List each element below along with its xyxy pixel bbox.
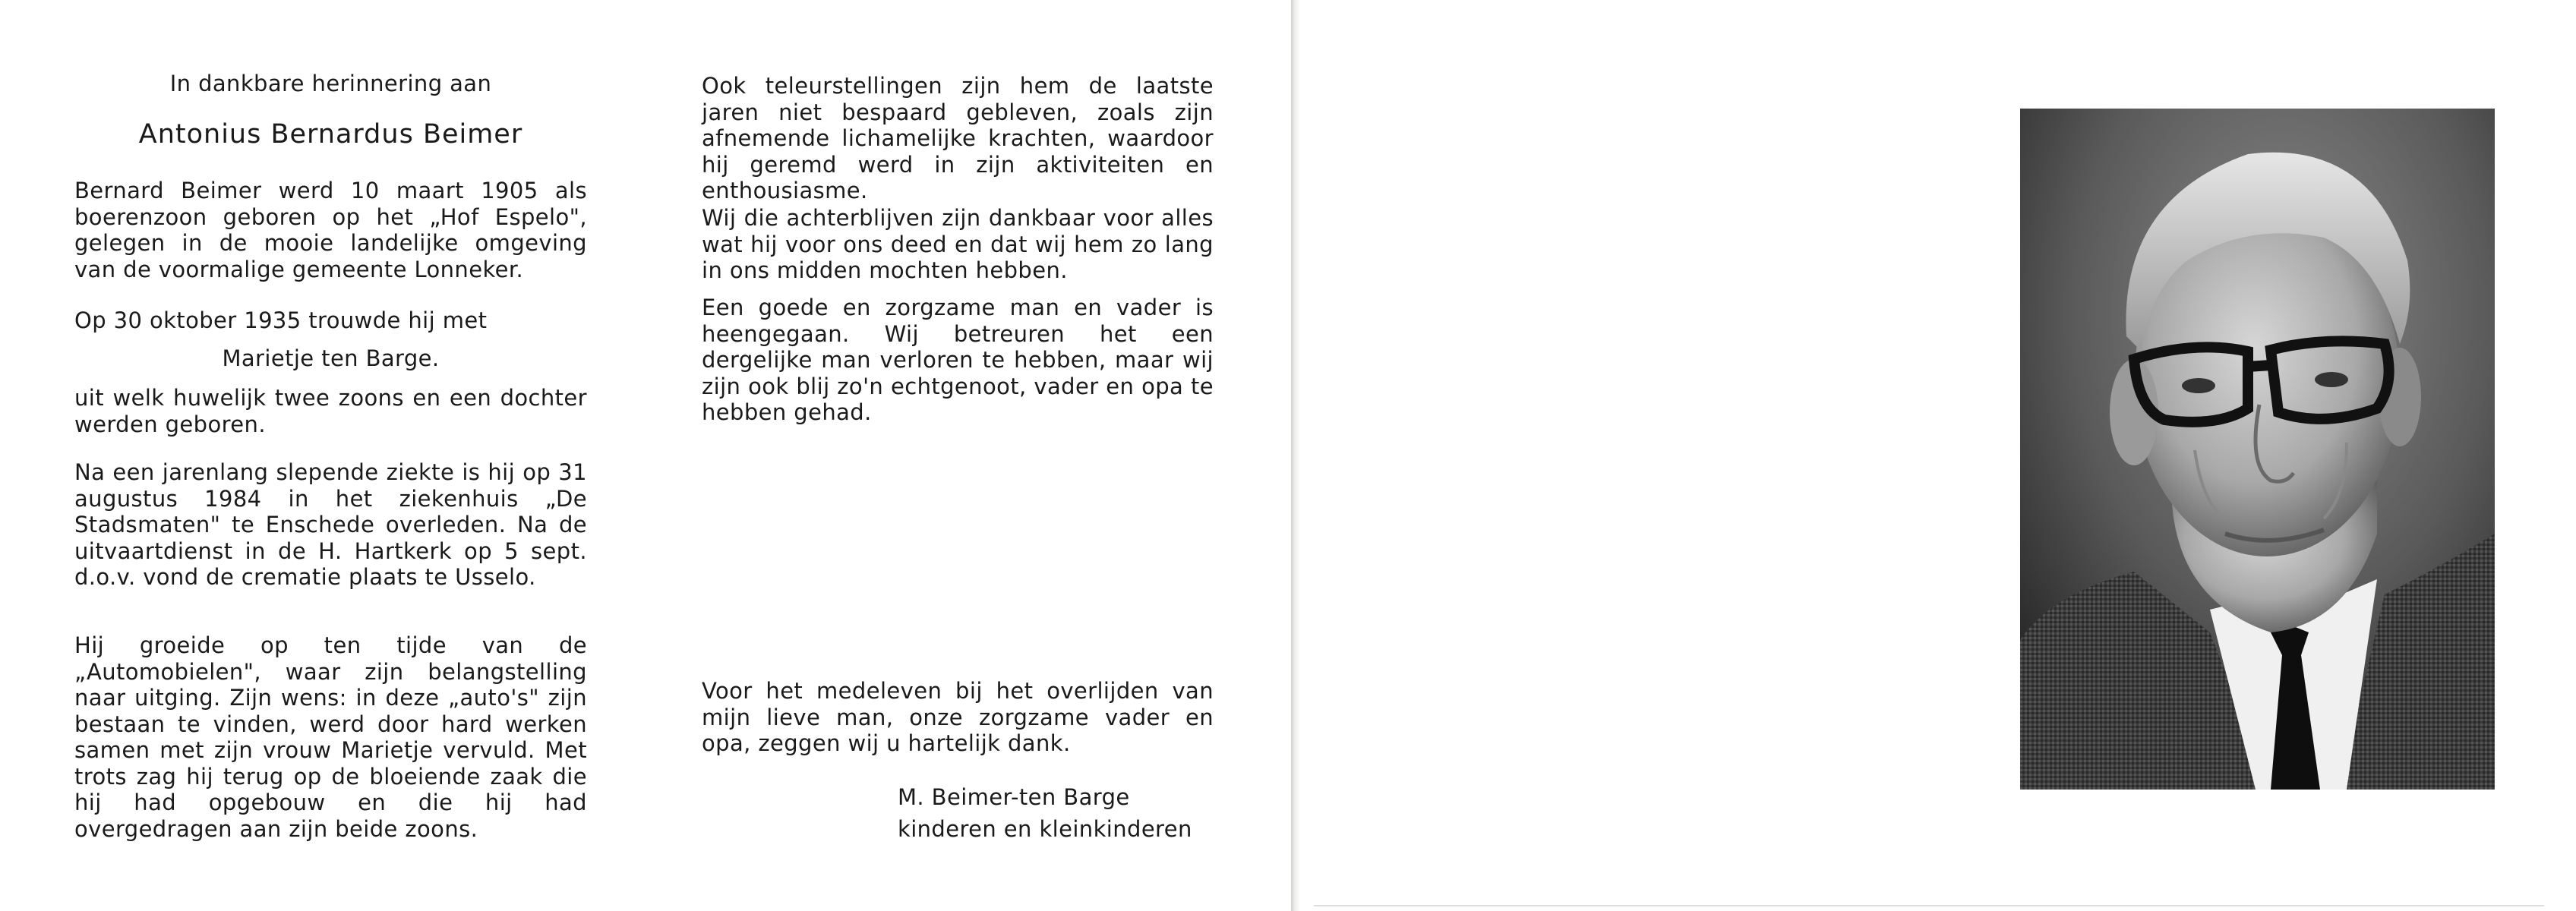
card-fold [1291,0,1300,911]
deceased-name: Antonius Bernardus Beimer [138,119,523,150]
portrait-photo [2020,109,2495,790]
intro-line: In dankbare herinnering aan [169,71,492,96]
paragraph-career: Hij groeide op ten tijde van de „Automobielen", waar zijn belangstelling naar uitging. Zijn wens: in deze „auto's" zijn bestaan te vinden, werd door hard werken samen met zijn vrouw Marietje vervuld. Met trots zag hij terug op de bloeiende zaak die hij had opgebouw en die hij had overgedragen aan zijn beide zoons. [74,632,587,842]
paragraph-thanks: Voor het medeleven bij het overlijden van mijn lieve man, onze zorgzame vader en opa, zeggen wij u hartelijk dank. [702,678,1214,756]
card-bottom-edge [1314,905,2544,906]
spouse-name: Marietje ten Barge. [222,345,440,371]
paragraph-farewell: Een goede en zorgzame man en vader is heengegaan. Wij betreuren het een dergelijke man verloren te hebben, maar wij zijn ook blij zo'n echtgenoot, vader en opa te hebben gehad. [702,295,1214,425]
signature-spouse: M. Beimer-ten Barge [898,784,1130,810]
paragraph-children: uit welk huwelijk twee zoons en een dochter werden geboren. [74,385,587,437]
paragraph-gratitude: Wij die achterblijven zijn dankbaar voor alles wat hij voor ons deed en dat wij hem zo lang in ons midden mochten hebben. [702,205,1214,283]
paragraph-marriage-line: Op 30 oktober 1935 trouwde hij met [74,307,488,333]
paragraph-birth: Bernard Beimer werd 10 maart 1905 als boerenzoon geboren op het „Hof Espelo", gelegen in de mooie landelijke omgeving van de voormalige gemeente Lonneker. [74,178,587,282]
paragraph-death: Na een jarenlang slepende ziekte is hij op 31 augustus 1984 in het ziekenhuis „De Stadsmaten" te Enschede overleden. Na de uitvaartdienst in de H. Hartkerk op 5 sept. d.o.v. vond de crematie plaats te Usselo. [74,459,587,590]
signature-family: kinderen en kleinkinderen [898,816,1192,842]
paragraph-disappointments: Ook teleurstellingen zijn hem de laatste jaren niet bespaard gebleven, zoals zijn afnemende lichamelijke krachten, waardoor hij geremd werd in zijn aktiviteiten en enthousiasme. [702,73,1214,203]
